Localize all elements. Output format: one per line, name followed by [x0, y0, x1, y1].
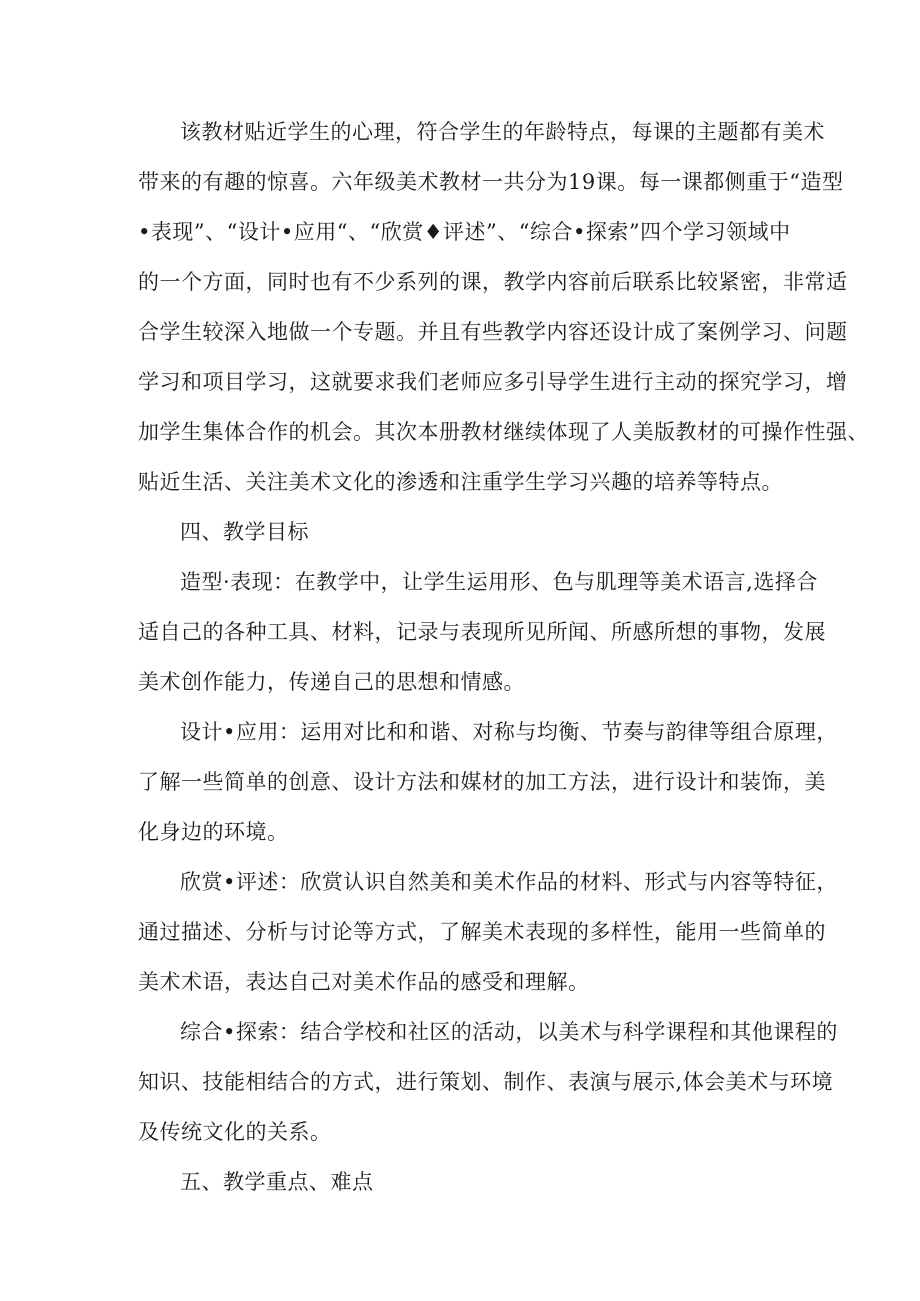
paragraph-line: 加学生集体合作的机会。其次本册教材继续体现了人美版教材的可操作性强、: [138, 420, 869, 444]
goal-line: 化身边的环境。: [138, 820, 289, 844]
goal-line: 美术创作能力，传递自己的思想和情感。: [138, 670, 525, 694]
paragraph-line: 的一个方面，同时也有不少系列的课，教学内容前后联系比较紧密，非常适: [138, 270, 848, 294]
goal-line: 欣赏•评述：欣赏认识自然美和美术作品的材料、形式与内容等特征，: [180, 870, 838, 894]
section-heading-key-points: 五、教学重点、难点: [180, 1170, 374, 1194]
paragraph-line: 带来的有趣的惊喜。六年级美术教材一共分为19课。每一课都侧重于“造型: [138, 170, 844, 194]
goal-line: 造型·表现：在教学中，让学生运用形、色与肌理等美术语言,选择合: [180, 570, 818, 594]
paragraph-line: 贴近生活、关注美术文化的渗透和注重学生学习兴趣的培养等特点。: [138, 470, 783, 494]
section-heading-teaching-goals: 四、教学目标: [180, 520, 309, 544]
paragraph-line: •表现”、“设计•应用“、“欣赏♦评述”、“综合•探索”四个学习领域中: [138, 220, 791, 244]
goal-line: 及传统文化的关系。: [138, 1120, 332, 1144]
paragraph-line: 该教材贴近学生的心理，符合学生的年龄特点，每课的主题都有美术: [180, 120, 825, 144]
paragraph-line: 学习和项目学习，这就要求我们老师应多引导学生进行主动的探究学习，增: [138, 370, 848, 394]
goal-line: 适自己的各种工具、材料，记录与表现所见所闻、所感所想的事物，发展: [138, 620, 826, 644]
goal-line: 了解一些简单的创意、设计方法和媒材的加工方法，进行设计和装饰，美: [138, 770, 826, 794]
goal-line: 通过描述、分析与讨论等方式，了解美术表现的多样性，能用一些简单的: [138, 920, 826, 944]
goal-line: 知识、技能相结合的方式，进行策划、制作、表演与展示,体会美术与环境: [138, 1070, 834, 1094]
goal-line: 美术术语，表达自己对美术作品的感受和理解。: [138, 970, 590, 994]
goal-line: 综合•探索：结合学校和社区的活动，以美术与科学课程和其他课程的: [180, 1020, 838, 1044]
goal-line: 设计•应用：运用对比和和谐、对称与均衡、节奏与韵律等组合原理，: [180, 720, 838, 744]
paragraph-line: 合学生较深入地做一个专题。并且有些教学内容还设计成了案例学习、问题: [138, 320, 848, 344]
